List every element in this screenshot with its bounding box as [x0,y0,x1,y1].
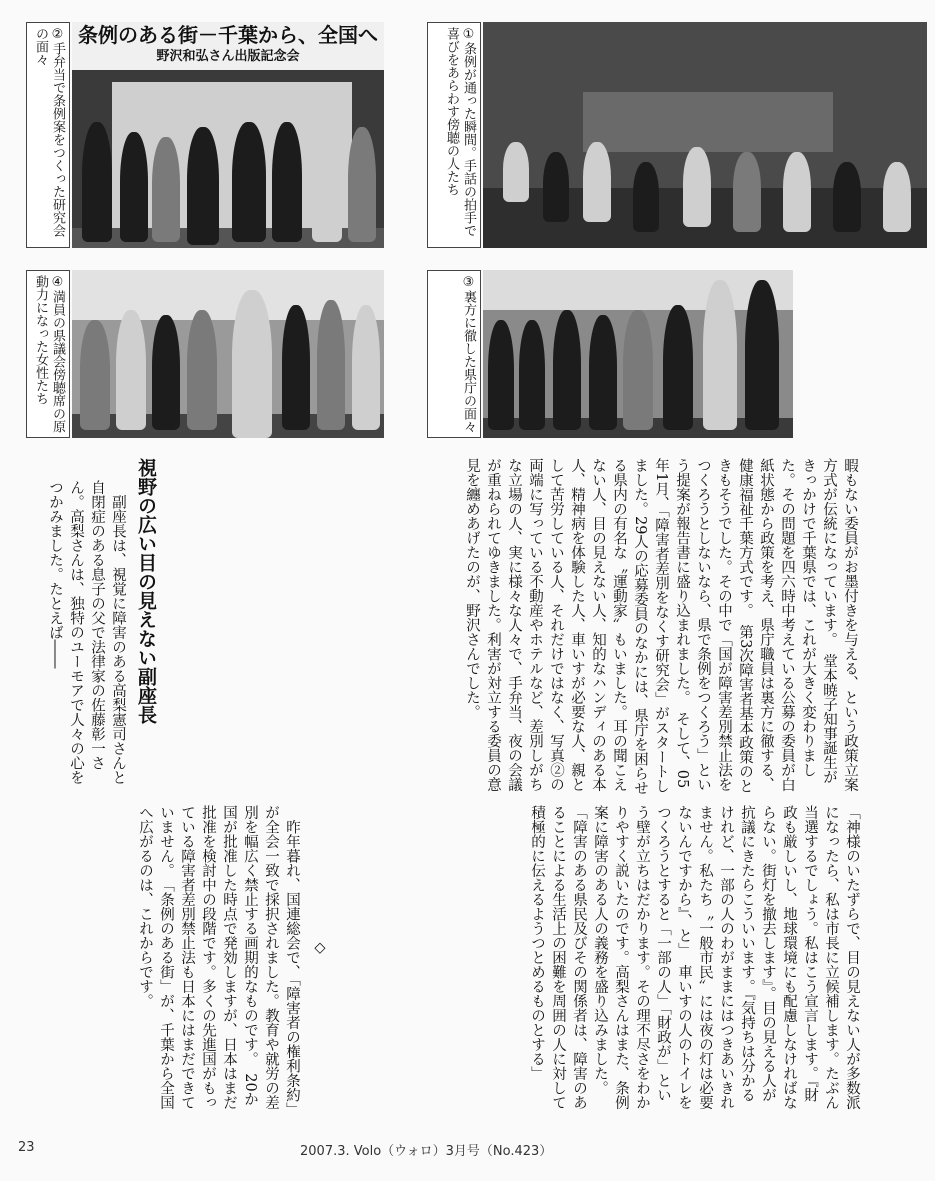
page-number: 23 [18,1140,35,1155]
article-paragraphs-upper: 暇もない委員がお墨付きを与える、という政策立案方式が伝統になっています。 堂本暁子知事誕生がきっかけで千葉県では、これが大きく変わりました。その問題を四六時中考えている公募の委員が白紙状態から政策を考え、県庁職員は裏方に徹する、健康福祉千葉方式です。 第3次障害者基本政策のときもそうでした。その中で「国が障害差別禁止法をつくろうとしないなら、県で条例をつくろう」という提案が報告書に盛り込まれました。 そして、05年1月、「障害者差別をなくす研究会」がスタートしました。29人の応募委員のなかには、県庁を困らせる県内の有名な〝運動家〟もいました。耳の聞こえない人、目の見えない人、知的なハンディのある本人、精神病を体験した人、車いすが必要な人、親として苦労している人、それだけではなく、写真②の両端に写っている不動産やホテルなど、差別しがちな立場の人、実に様々な人々で、手弁当、夜の会議が重ねられてゆきました。利害が対立する委員の意見を纏めあげたのが、野沢さんでした。 [464,458,858,796]
article-paragraphs-lower: 「神様のいたずらで、目の見えない人が多数派になったら、私は市長に立候補します。たぶん当選するでしょう。私はこう宣言します。『財政も厳しいし、地球環境にも配慮しなければならない。街灯を撤去します』。目の見える人が抗議にきたらこういいます。『気持ちは分かるけれど、一部の人のわがままにはつきあいきれません。私たち〝一般市民〟には夜の灯は必要ないんですから』、と」 車いすの人のトイレをつくろうとすると「一部の人」「財政が」という壁が立ちはだかります。その理不尽さをわかりやすく説いたのです。高梨さんはまた、条例案に障害のある人の義務を盛り込みました。 「障害のある県民及びその関係者は、障害のあることによる生活上の困難を周囲の人に対して積極的に伝えるようつとめるものとする」 [529,805,860,1110]
issue-info: 2007.3. Volo（ウォロ）3月号（No.423） [300,1144,553,1159]
photo-assembly-gallery [483,22,927,248]
banner-subtitle: 野沢和弘さん出版記念会 [156,49,300,64]
caption-photo-2: ②手弁当で条例案をつくった研究会の面々 [26,22,70,248]
photo-banner [72,22,384,70]
section-divider: ◇ [312,940,328,956]
article-paragraphs-lower-left: 昨年暮れ、国連総会で、「障害者の権利条約」が全会一致で採択されました。教育や就労の差別を幅広く禁止する画期的なものです。 20か国が批准した時点で発効しますが、日本はまだ批准を検討中の段階です。多くの先進国がもっている障害者差別禁止法も日本にはまだできていません。 「条例のある街」が、千葉から全国へ広がるのは、これからです。 [137,805,300,1110]
section-heading: 視野の広い目の見えない副座長 [135,458,157,724]
banner-title: 条例のある街－千葉から、全国へ [78,23,378,47]
article-paragraphs-upper-left: 副座長は、視覚に障害のある高梨憲司さんと自閉症のある息子の父で法律家の佐藤彰一さん。高梨さんは、独特のユーモアで人々の心をつかみました。たとえば―― [47,480,126,785]
article-body-upper-left [20,480,128,798]
photo-women-gallery [72,270,384,438]
caption-photo-1: ①条例が通った瞬間。手話の拍手で喜びをあらわす傍聴の人たち [427,22,481,248]
caption-photo-4: ④満員の県議会傍聴席の原動力になった女性たち [26,270,70,438]
photo-publication-party [72,22,384,248]
article-body-lower-left [20,805,302,1115]
photo-prefecture-staff [483,270,793,438]
caption-photo-3: ③裏方に徹した県庁の面々 [427,270,481,438]
article-body-lower [336,805,862,1115]
article-body-upper [196,458,860,798]
